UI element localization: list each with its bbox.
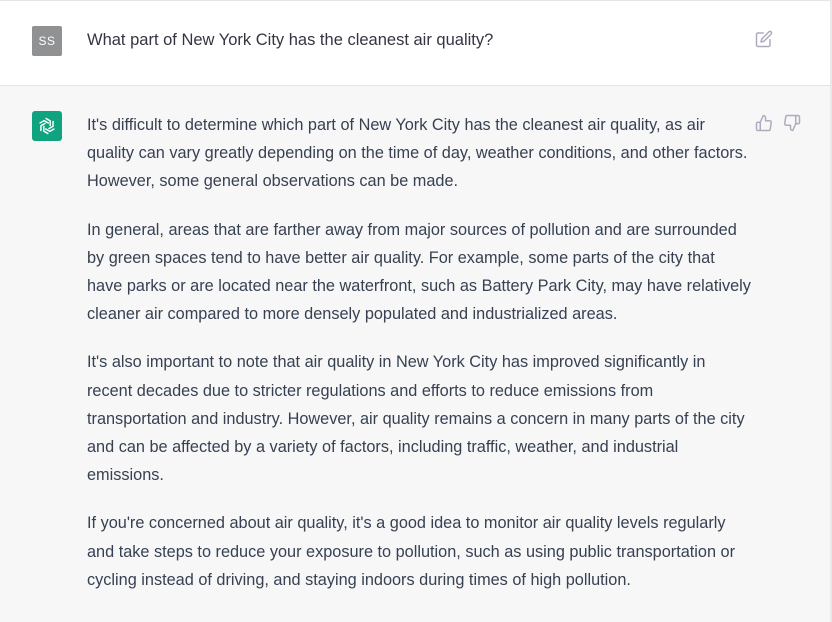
response-paragraph: It's also important to note that air quality in New York City has improved significantly in recent decades due to stricter regulations and efforts to reduce emissions from transportation and industry. However, air quality remains a concern in many parts of the city and can be affected by a variety of factors, including traffic, weather, and industrial emissions.	[87, 353, 745, 485]
response-paragraph: If you're concerned about air quality, it's a good idea to monitor air quality levels regularly and take steps to reduce your exposure to pollution, such as using public transportation or cycling instead of driving, and staying indoors during times of high pollution.	[87, 514, 736, 589]
edit-icon[interactable]	[755, 30, 773, 48]
thumbs-up-icon[interactable]	[755, 114, 773, 132]
assistant-response	[87, 111, 752, 614]
assistant-avatar	[32, 111, 62, 141]
thumbs-down-icon[interactable]	[783, 114, 801, 132]
response-paragraph: In general, areas that are farther away from major sources of pollution and are surrounded by green spaces tend to have better air quality. For example, some parts of the city that have parks or are located near the waterfront, such as Battery Park City, may have relatively cleaner air compared to more densely populated and industrialized areas.	[87, 220, 751, 324]
response-paragraph: It's difficult to determine which part of New York City has the cleanest air quality, as air quality can vary greatly depending on the time of day, weather conditions, and other factors. However, some general observations can be made.	[87, 116, 748, 191]
assistant-message-row	[0, 86, 832, 622]
user-message-row	[0, 1, 832, 86]
user-message-text: What part of New York City has the cleanest air quality?	[87, 31, 494, 49]
user-avatar: SS	[32, 26, 62, 56]
openai-logo-icon	[36, 115, 58, 137]
